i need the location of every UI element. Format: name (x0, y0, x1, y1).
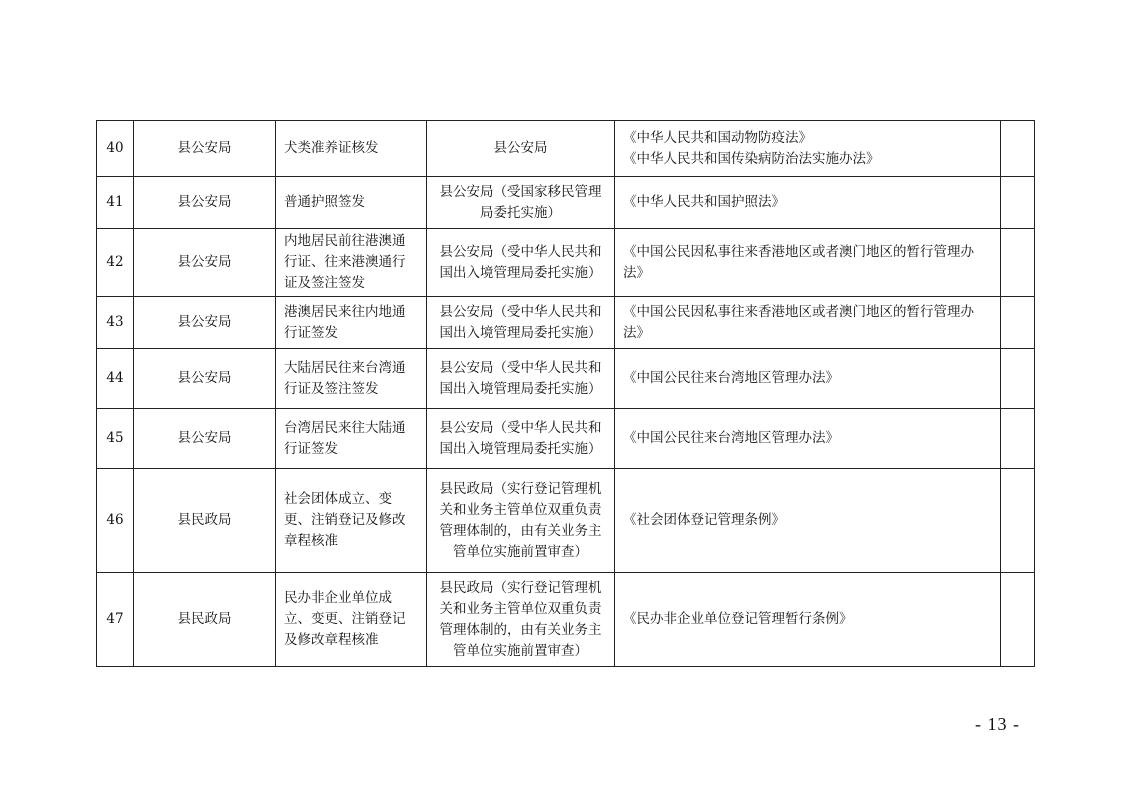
legal-basis-line: 《中华人民共和国动物防疫法》 (623, 129, 812, 146)
legal-basis-cell (615, 297, 1001, 349)
approval-item-cell: 大陆居民往来台湾通行证及签注签发 (276, 349, 427, 409)
legal-basis-cell (615, 121, 1001, 177)
approval-item-cell: 内地居民前往港澳通行证、往来港澳通行证及签注签发 (276, 229, 427, 297)
approval-item-cell: 港澳居民来往内地通行证签发 (276, 297, 427, 349)
implementing-body-cell: 县公安局（受中华人民共和国出入境管理局委托实施） (427, 297, 615, 349)
table-row (97, 469, 1035, 573)
page-number: - 13 - (975, 714, 1020, 734)
remark-cell (1001, 177, 1035, 229)
remark-cell (1001, 573, 1035, 667)
legal-basis-line: 《中国公民往来台湾地区管理办法》 (623, 370, 839, 386)
implementing-body-cell: 县公安局（受中华人民共和国出入境管理局委托实施） (427, 229, 615, 297)
row-number: 41 (97, 177, 134, 229)
remark-cell (1001, 409, 1035, 469)
legal-basis-cell (615, 349, 1001, 409)
table-row (97, 573, 1035, 667)
table-row (97, 349, 1035, 409)
implementing-body-cell: 县公安局 (427, 121, 615, 177)
legal-basis-line: 《中国公民往来台湾地区管理办法》 (623, 430, 839, 446)
legal-basis-line: 《中华人民共和国护照法》 (623, 194, 785, 210)
remark-cell (1001, 229, 1035, 297)
legal-basis-cell (615, 469, 1001, 573)
implementing-body-cell: 县公安局（受国家移民管理局委托实施） (427, 177, 615, 229)
row-number: 47 (97, 573, 134, 667)
implementing-body-cell: 县民政局（实行登记管理机关和业务主管单位双重负责管理体制的，由有关业务主管单位实施前置审查） (427, 573, 615, 667)
implementing-body-cell: 县民政局（实行登记管理机关和业务主管单位双重负责管理体制的，由有关业务主管单位实施前置审查） (427, 469, 615, 573)
row-number: 45 (97, 409, 134, 469)
legal-basis-line: 《民办非企业单位登记管理暂行条例》 (623, 611, 853, 627)
row-number: 44 (97, 349, 134, 409)
row-number: 43 (97, 297, 134, 349)
table-row (97, 177, 1035, 229)
legal-basis-line: 《社会团体登记管理条例》 (623, 512, 785, 528)
approval-item-cell: 犬类准养证核发 (276, 121, 427, 177)
approval-item-cell: 民办非企业单位成立、变更、注销登记及修改章程核准 (276, 573, 427, 667)
table-row (97, 409, 1035, 469)
remark-cell (1001, 297, 1035, 349)
table-row (97, 297, 1035, 349)
department-cell: 县公安局 (134, 177, 276, 229)
department-cell: 县公安局 (134, 297, 276, 349)
table-row (97, 229, 1035, 297)
legal-basis-line: 《中国公民因私事往来香港地区或者澳门地区的暂行管理办法》 (623, 303, 974, 341)
row-number: 42 (97, 229, 134, 297)
department-cell: 县公安局 (134, 349, 276, 409)
department-cell: 县公安局 (134, 121, 276, 177)
implementing-body-cell: 县公安局（受中华人民共和国出入境管理局委托实施） (427, 409, 615, 469)
approval-item-cell: 台湾居民来往大陆通行证签发 (276, 409, 427, 469)
approval-items-table (96, 120, 1035, 667)
row-number: 46 (97, 469, 134, 573)
approval-item-cell: 普通护照签发 (276, 177, 427, 229)
remark-cell (1001, 121, 1035, 177)
department-cell: 县公安局 (134, 409, 276, 469)
legal-basis-cell (615, 573, 1001, 667)
remark-cell (1001, 469, 1035, 573)
legal-basis-cell (615, 229, 1001, 297)
legal-basis-cell (615, 177, 1001, 229)
legal-basis-line: 《中国公民因私事往来香港地区或者澳门地区的暂行管理办法》 (623, 243, 974, 281)
approval-item-cell: 社会团体成立、变更、注销登记及修改章程核准 (276, 469, 427, 573)
department-cell: 县公安局 (134, 229, 276, 297)
legal-basis-cell (615, 409, 1001, 469)
legal-basis-line: 《中华人民共和国传染病防治法实施办法》 (623, 150, 880, 167)
implementing-body-cell: 县公安局（受中华人民共和国出入境管理局委托实施） (427, 349, 615, 409)
table-row (97, 121, 1035, 177)
row-number: 40 (97, 121, 134, 177)
remark-cell (1001, 349, 1035, 409)
department-cell: 县民政局 (134, 469, 276, 573)
department-cell: 县民政局 (134, 573, 276, 667)
